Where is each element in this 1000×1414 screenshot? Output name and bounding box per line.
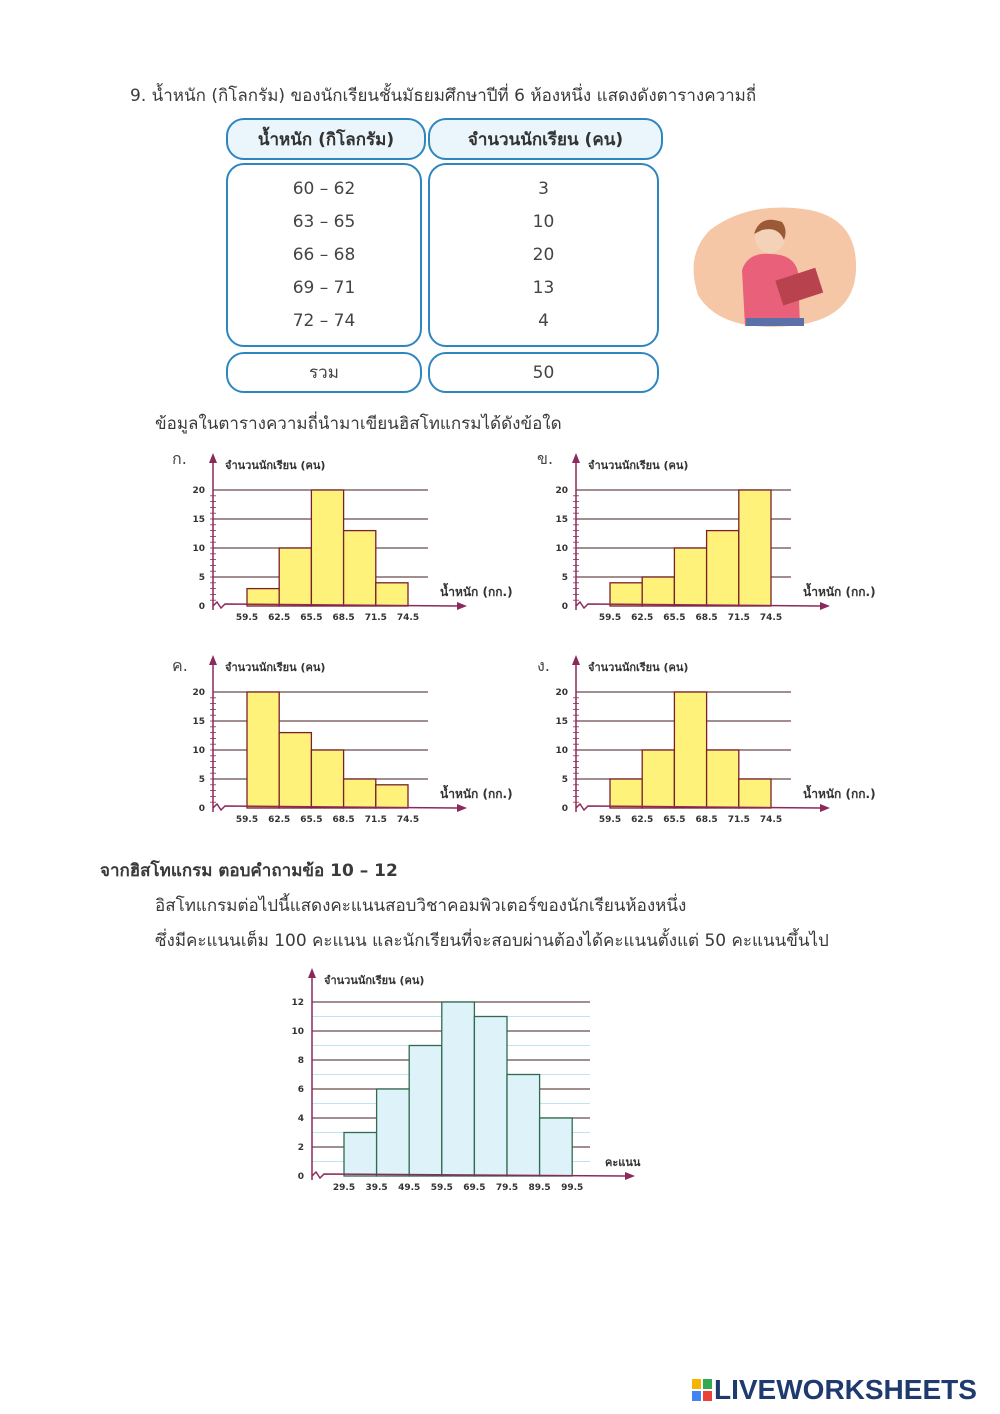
y-tick-label: 20	[555, 688, 568, 698]
x-tick-label: 49.5	[398, 1183, 421, 1193]
x-tick-label: 65.5	[663, 815, 686, 825]
x-tick-label: 71.5	[364, 613, 387, 623]
x-tick-label: 71.5	[364, 815, 387, 825]
x-tick-label: 71.5	[727, 613, 750, 623]
x-tick-label: 62.5	[268, 613, 291, 623]
x-tick-label: 89.5	[528, 1183, 551, 1193]
y-tick-label: 15	[192, 515, 205, 525]
x-axis-title: คะแนน	[605, 1156, 641, 1169]
table-cell: 4	[538, 310, 549, 331]
x-axis-title: น้ำหนัก (กก.)	[440, 787, 513, 801]
table-cell: 63 – 65	[292, 212, 356, 233]
x-tick-label: 99.5	[561, 1183, 584, 1193]
y-tick-label: 0	[198, 804, 205, 814]
section-description-1: อิสโทแกรมต่อไปนี้แสดงคะแนนสอบวิชาคอมพิวเตอร์ของนักเรียนห้องหนึ่ง	[155, 896, 687, 916]
histogram-bar	[279, 548, 311, 606]
x-tick-label: 71.5	[727, 815, 750, 825]
table-total-value	[428, 352, 659, 393]
y-tick-label: 15	[555, 717, 568, 727]
x-axis-arrow	[625, 1172, 635, 1180]
x-axis-arrow	[820, 602, 830, 610]
y-axis-title: จำนวนนักเรียน (คน)	[225, 661, 326, 674]
y-axis-title: จำนวนนักเรียน (คน)	[588, 661, 689, 674]
x-axis-title: น้ำหนัก (กก.)	[803, 585, 876, 599]
histogram-bar	[540, 1118, 573, 1176]
table-cell: 72 – 74	[292, 310, 356, 331]
table-total-label	[226, 352, 422, 393]
x-axis-arrow	[457, 804, 467, 812]
y-tick-label: 5	[198, 573, 205, 583]
x-tick-label: 74.5	[759, 613, 783, 623]
y-axis-arrow	[572, 453, 580, 463]
y-tick-label: 10	[192, 746, 205, 756]
y-tick-label: 10	[192, 544, 205, 554]
x-tick-label: 74.5	[759, 815, 783, 825]
histogram-bar	[247, 589, 279, 606]
histogram-bar	[674, 548, 706, 606]
histogram-bar	[674, 692, 706, 808]
histogram-bar	[507, 1075, 540, 1177]
histogram-bar	[739, 490, 771, 606]
histogram-option-c	[165, 647, 530, 832]
histogram-bar	[344, 531, 376, 606]
option-c-label[interactable]: ค.	[172, 656, 188, 675]
table-cell: 60 – 62	[292, 179, 356, 200]
option-a-label[interactable]: ก.	[172, 449, 187, 468]
table-cell: 69 – 71	[292, 277, 356, 298]
x-tick-label: 59.5	[598, 815, 622, 825]
histogram-bar	[442, 1002, 475, 1176]
histogram-bar	[279, 733, 311, 808]
x-tick-label: 39.5	[365, 1183, 388, 1193]
histogram-bar	[610, 779, 642, 808]
y-axis-title: จำนวนนักเรียน (คน)	[225, 459, 326, 472]
x-tick-label: 69.5	[463, 1183, 486, 1193]
x-tick-label: 68.5	[332, 815, 355, 825]
histogram-bar	[344, 779, 376, 808]
y-tick-label: 10	[555, 746, 568, 756]
y-axis-arrow	[308, 968, 316, 978]
section-heading: จากฮิสโทแกรม ตอบคำถามข้อ 10 – 12	[100, 861, 398, 881]
x-tick-label: 68.5	[695, 815, 718, 825]
x-tick-label: 68.5	[332, 613, 355, 623]
x-tick-label: 59.5	[235, 815, 259, 825]
histogram-bar	[642, 750, 674, 808]
x-axis-arrow	[820, 804, 830, 812]
logo-text: LIVEWORKSHEETS	[714, 1374, 977, 1405]
x-tick-label: 74.5	[396, 613, 420, 623]
histogram-bar	[739, 779, 771, 808]
table-header-weight: น้ำหนัก (กิโลกรัม)	[226, 118, 426, 160]
y-tick-label: 12	[291, 998, 304, 1008]
y-tick-label: 0	[561, 602, 568, 612]
table-count-column	[428, 163, 659, 347]
histogram-bar	[344, 1133, 377, 1177]
x-axis-title: น้ำหนัก (กก.)	[440, 585, 513, 599]
x-tick-label: 79.5	[495, 1183, 519, 1193]
histogram-option-d	[528, 647, 893, 832]
histogram-option-b	[528, 445, 893, 630]
histogram-scores	[280, 960, 660, 1200]
y-tick-label: 2	[297, 1143, 304, 1153]
y-tick-label: 8	[297, 1056, 304, 1066]
table-cell: 10	[532, 212, 555, 233]
x-axis-title: น้ำหนัก (กก.)	[803, 787, 876, 801]
section-description-2: ซึ่งมีคะแนนเต็ม 100 คะแนน และนักเรียนที่จะสอบผ่านต้องได้คะแนนตั้งแต่ 50 คะแนนขึ้นไป	[155, 931, 829, 951]
y-tick-label: 0	[561, 804, 568, 814]
x-tick-label: 65.5	[300, 613, 323, 623]
y-tick-label: 15	[192, 717, 205, 727]
histogram-bar	[311, 490, 343, 606]
y-tick-label: 5	[561, 573, 568, 583]
x-tick-label: 62.5	[631, 613, 654, 623]
x-tick-label: 74.5	[396, 815, 420, 825]
logo-icon	[692, 1377, 714, 1403]
x-tick-label: 59.5	[430, 1183, 453, 1193]
x-tick-label: 65.5	[663, 613, 686, 623]
x-tick-label: 62.5	[631, 815, 654, 825]
histogram-bar	[474, 1017, 507, 1177]
y-axis-arrow	[572, 655, 580, 665]
y-tick-label: 15	[555, 515, 568, 525]
question-9-prompt: ข้อมูลในตารางความถี่นำมาเขียนฮิสโทแกรมได้ดังข้อใด	[155, 414, 562, 434]
x-tick-label: 62.5	[268, 815, 291, 825]
histogram-bar	[376, 583, 408, 606]
total-label: รวม	[309, 363, 339, 383]
histogram-bar	[707, 531, 739, 606]
y-tick-label: 0	[198, 602, 205, 612]
total-value: 50	[532, 362, 555, 383]
histogram-bar	[377, 1089, 410, 1176]
histogram-bar	[247, 692, 279, 808]
table-cell: 20	[532, 244, 555, 265]
y-tick-label: 6	[297, 1085, 304, 1095]
y-axis-title: จำนวนนักเรียน (คน)	[588, 459, 689, 472]
x-tick-label: 68.5	[695, 613, 718, 623]
histogram-bar	[409, 1046, 442, 1177]
student-illustration	[690, 200, 860, 330]
x-tick-label: 65.5	[300, 815, 323, 825]
option-b-label[interactable]: ข.	[537, 449, 554, 468]
table-cell: 66 – 68	[292, 244, 356, 265]
y-tick-label: 5	[198, 775, 205, 785]
y-tick-label: 20	[555, 486, 568, 496]
y-tick-label: 20	[192, 486, 205, 496]
table-weight-column	[226, 163, 422, 347]
x-tick-label: 59.5	[235, 613, 259, 623]
table-cell: 3	[538, 179, 549, 200]
x-tick-label: 59.5	[598, 613, 622, 623]
y-tick-label: 0	[297, 1172, 304, 1182]
y-tick-label: 5	[561, 775, 568, 785]
liveworksheets-logo	[692, 1374, 977, 1406]
histogram-bar	[707, 750, 739, 808]
histogram-bar	[610, 583, 642, 606]
y-axis-arrow	[209, 655, 217, 665]
question-9-text: 9. น้ำหนัก (กิโลกรัม) ของนักเรียนชั้นมัธยมศึกษาปีที่ 6 ห้องหนึ่ง แสดงดังตารางความถี่	[130, 86, 757, 106]
y-axis-arrow	[209, 453, 217, 463]
y-tick-label: 10	[291, 1027, 304, 1037]
y-tick-label: 20	[192, 688, 205, 698]
y-tick-label: 10	[555, 544, 568, 554]
table-header-count: จำนวนนักเรียน (คน)	[428, 118, 663, 160]
table-cell: 13	[532, 277, 555, 298]
histogram-bar	[376, 785, 408, 808]
x-axis-arrow	[457, 602, 467, 610]
histogram-bar	[311, 750, 343, 808]
y-tick-label: 4	[297, 1114, 304, 1124]
x-tick-label: 29.5	[332, 1183, 356, 1193]
y-axis-title: จำนวนนักเรียน (คน)	[324, 974, 425, 987]
histogram-option-a	[165, 445, 530, 630]
histogram-bar	[642, 577, 674, 606]
option-d-label[interactable]: ง.	[537, 656, 550, 675]
